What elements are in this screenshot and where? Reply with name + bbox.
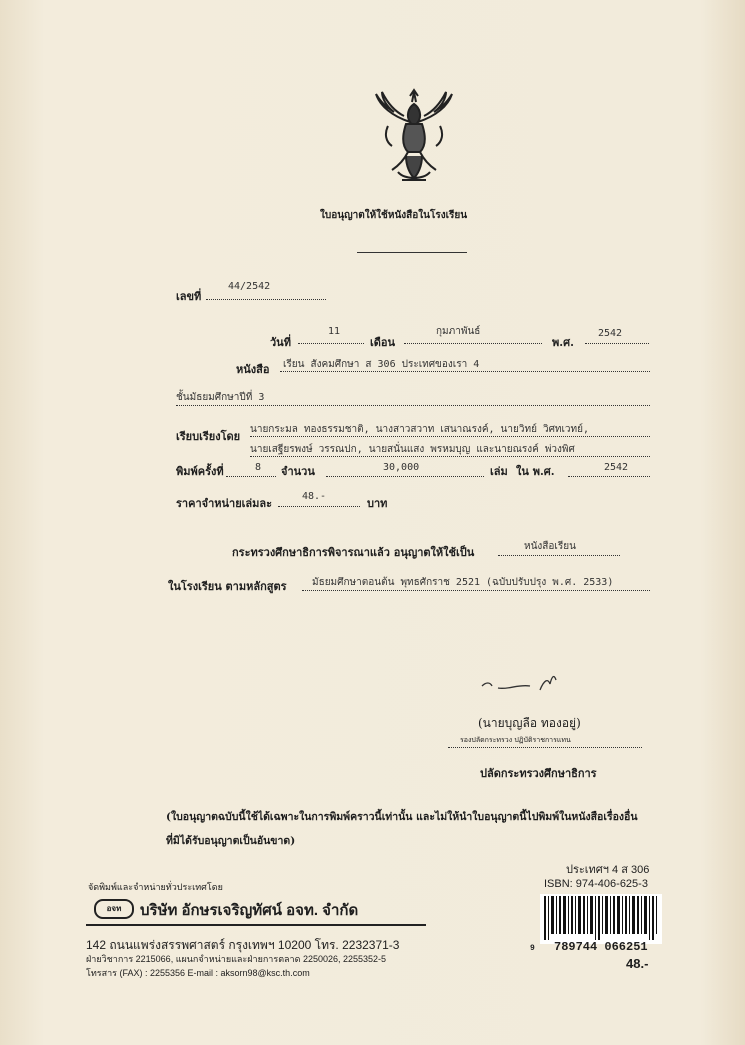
authors-line2: นายเสฐียรพงษ์ วรรณปก, นายสนั่นแสง พรหมบุญ และนายณรงค์ พ่วงพิศ: [250, 444, 575, 455]
date-year: 2542: [598, 328, 623, 339]
approval-dotline: [498, 555, 620, 556]
number-label: เลขที่: [176, 290, 202, 303]
notice-line2: ที่มิได้รับอนุญาตเป็นอันขาด): [166, 835, 296, 847]
number-dotline: [206, 299, 326, 300]
price-label: ราคาจำหน่ายเล่มละ: [176, 497, 273, 510]
quantity-unit: เล่ม: [490, 465, 508, 478]
month-label: เดือน: [370, 336, 396, 349]
signatory-subtitle: รองปลัดกระทรวง ปฏิบัติราชการแทน: [460, 736, 571, 744]
quantity-label: จำนวน: [281, 465, 315, 478]
print-year-label: ใน พ.ศ.: [516, 465, 555, 478]
signatory-title: ปลัดกระทรวงศึกษาธิการ: [480, 767, 597, 780]
curriculum-value: มัธยมศึกษาตอนต้น พุทธศักราช 2521 (ฉบับปรับปรุง พ.ศ. 2533): [312, 577, 614, 588]
day-dotline: [298, 343, 364, 344]
publisher-divider: [86, 924, 426, 926]
authors-label: เรียบเรียงโดย: [176, 430, 241, 443]
signature-dotline: [448, 747, 642, 748]
authors-line1: นายกระมล ทองธรรมชาติ, นางสาวสวาท เสนาณรงค์, นายวิทย์ วิศทเวทย์,: [250, 424, 590, 435]
publisher-company: บริษัท อักษรเจริญทัศน์ อจท. จำกัด: [140, 902, 359, 919]
publisher-address: 142 ถนนแพร่งสรรพศาสตร์ กรุงเทพฯ 10200 โทร. 2232371-3: [86, 938, 400, 952]
price-dotline: [278, 506, 360, 507]
year-dotline: [585, 343, 649, 344]
book-dotline: [280, 371, 650, 372]
day-label: วันที่: [270, 336, 291, 349]
title-underline: [357, 252, 467, 253]
print-year: 2542: [604, 462, 629, 473]
barcode-box: [540, 894, 662, 944]
print-number: 8: [255, 462, 262, 473]
print-year-dotline: [568, 476, 650, 477]
quantity-dotline: [326, 476, 484, 477]
price-value: 48.-: [302, 491, 327, 502]
approval-text: กระทรวงศึกษาธิการพิจารณาแล้ว อนุญาตให้ใช้เป็น: [232, 546, 475, 559]
distributor-label: จัดพิมพ์และจำหน่ายทั่วประเทศโดย: [88, 882, 223, 892]
publisher-phones: ฝ่ายวิชาการ 2215066, แผนกจำหน่ายและฝ่ายการตลาด 2250026, 2255352-5: [86, 954, 387, 964]
book-price: 48.-: [626, 956, 649, 971]
grade-level: ชั้นมัธยมศึกษาปีที่ 3: [176, 392, 265, 403]
price-unit: บาท: [367, 497, 388, 510]
isbn-text: ISBN: 974-406-625-3: [544, 878, 648, 890]
barcode-digits: 789744 066251: [554, 940, 648, 954]
month-dotline: [404, 343, 542, 344]
print-quantity: 30,000: [383, 462, 420, 473]
notice-line1: (ใบอนุญาตฉบับนี้ใช้ได้เฉพาะในการพิมพ์คราวนี้เท่านั้น และไม่ให้นำใบอนุญาตนี้ไปพิมพ์ในหนังสือเรื่องอื่น: [166, 811, 638, 823]
garuda-emblem: [368, 86, 460, 188]
handwritten-signature: [478, 672, 578, 702]
approval-value: หนังสือเรียน: [524, 541, 576, 552]
date-day: 11: [328, 326, 341, 337]
book-series: ประเทศฯ 4 ส 306: [566, 864, 650, 876]
curriculum-label: ในโรงเรียน ตามหลักสูตร: [168, 580, 287, 593]
level-dotline: [176, 405, 650, 406]
publisher-logo: อจท: [94, 899, 134, 919]
authors-dotline1: [250, 436, 650, 437]
book-label: หนังสือ: [236, 363, 270, 376]
publisher-fax-email: โทรสาร (FAX) : 2255356 E-mail : aksorn98@ksc.th.com: [86, 968, 310, 978]
barcode: [540, 894, 662, 944]
print-dotline: [226, 476, 276, 477]
curriculum-dotline: [302, 590, 650, 591]
authors-dotline2: [250, 456, 650, 457]
license-number: 44/2542: [228, 281, 271, 292]
print-label: พิมพ์ครั้งที่: [176, 465, 224, 478]
barcode-first-digit: 9: [530, 944, 535, 953]
year-label: พ.ศ.: [552, 336, 574, 349]
document-title: ใบอนุญาตให้ใช้หนังสือในโรงเรียน: [320, 210, 468, 221]
signatory-name: (นายบุญลือ ทองอยู่): [478, 716, 581, 730]
book-name: เรียน สังคมศึกษา ส 306 ประเทศของเรา 4: [283, 359, 480, 370]
date-month: กุมภาพันธ์: [436, 326, 481, 337]
